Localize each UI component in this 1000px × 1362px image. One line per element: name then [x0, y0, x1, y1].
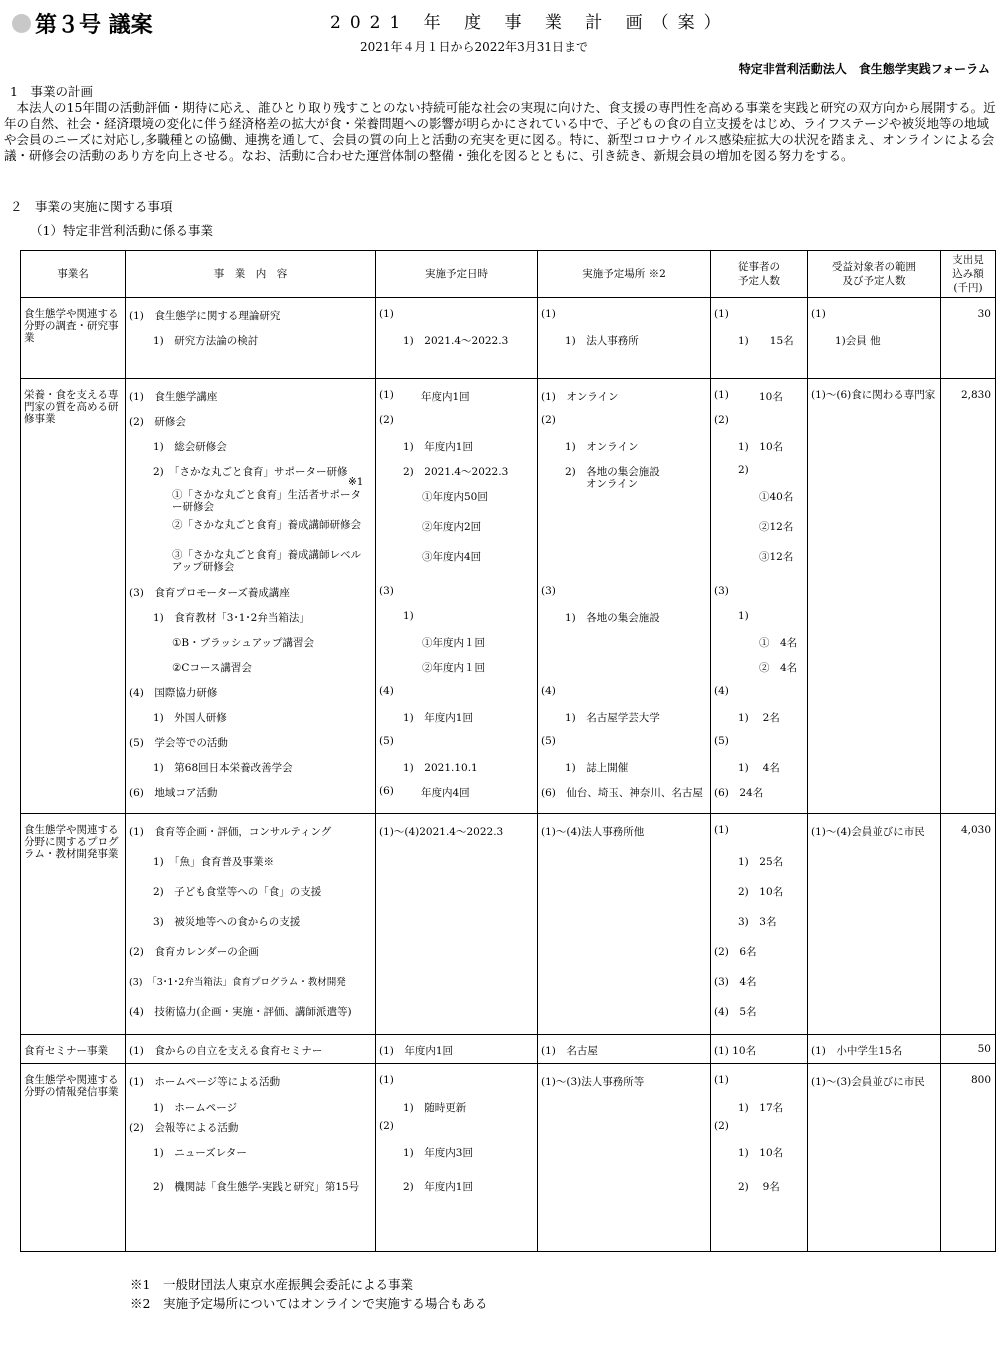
row1-target-2: 1)会員 他: [835, 335, 881, 347]
row3-staff-7: (4) 5名: [714, 1006, 757, 1018]
row5-staff-1: (1): [714, 1074, 729, 1086]
row2-date-15: (5): [379, 735, 394, 747]
row3-name: 食生態学や関連する分野に関するプログラム・教材開発事業: [24, 824, 119, 860]
row4-content: (1) 食からの自立を支える食育セミナー: [129, 1045, 323, 1057]
row3-date: (1)～(4)2021.4～2022.3: [379, 826, 504, 838]
row2-date-17: (6): [379, 785, 394, 797]
row1-content-1: (1) 食生態学に関する理論研究: [129, 310, 281, 322]
row2-date-12: ②年度内１回: [422, 662, 485, 674]
row2-staff-7: ②12名: [759, 521, 794, 533]
table-row: [21, 379, 996, 814]
row1-name: 食生態学や関連する分野の調査・研究事業: [24, 308, 119, 344]
row5-content-3: (2) 会報等による活動: [129, 1122, 239, 1134]
row2-content-2: (2) 研修会: [129, 416, 186, 428]
row2-date-16: 1) 2021.10.1: [403, 762, 478, 774]
row2-place-9: 1) 名古屋学芸大学: [565, 712, 660, 724]
row2-staff-16: 1) 4名: [738, 762, 780, 774]
row2-content-1: (1) 食生態学講座: [129, 391, 218, 403]
row2-staff-13: (4): [714, 685, 729, 697]
row3-content-1: (1) 食育等企画・評価，コンサルティング: [129, 826, 332, 838]
row5-target: (1)～(3)会員並びに市民: [811, 1076, 925, 1088]
row1-amount: 30: [977, 308, 991, 320]
header-staff: 従事者の 予定人数: [711, 251, 808, 298]
row2-place-5: オンライン: [586, 478, 639, 490]
section1-paragraph: 本法人の15年間の活動評価・期待に応え、誰ひとり取り残すことのない持続可能な社会の実現に向けた、食支援の専門性を高める事業を実践と研究の双方向から展開する。近年の自然、社会・経済環境の変化に伴う経済格差の拡大が食・栄養問題への影響が明らかにされている中で、子どもの食の自立支援をはじめ、ライフステージや被災地等の地域や会員のニーズに対応し,多職種との協働、連携を通して、会員の質の向上と活動の充実を更に図る。特に、新型コロナウイルス感染症拡大の状況を踏まえ、オンラインによる会議・研修会の活動のあり方を向上させる。なお、活動に合わせた運営体制の整備・強化を図るとともに、引き続き、新規会員の増加を図る努力をする。: [4, 100, 996, 163]
row2-staff-11: ① 4名: [759, 637, 798, 649]
row1-target-1: (1): [811, 308, 826, 320]
row2-staff-14: 1) 2名: [738, 712, 780, 724]
row2-staff-9: (3): [714, 585, 729, 597]
row2-content-14: (5) 学会等での活動: [129, 737, 228, 749]
row2-place-6: (3): [541, 585, 556, 597]
row5-staff-5: 2) 9名: [738, 1181, 780, 1193]
row2-content-11: ②Cコース講習会: [172, 662, 252, 674]
section2-heading: ２ 事業の実施に関する事項: [10, 199, 173, 214]
row5-amount: 800: [970, 1074, 991, 1086]
table-row: [21, 1064, 996, 1252]
row5-date-2: 1) 随時更新: [403, 1102, 467, 1114]
row5-date-4: 1) 年度内3回: [403, 1147, 473, 1159]
row2-amount: 2,830: [960, 389, 991, 401]
footnote-1: ※1 一般財団法人東京水産振興会委託による事業: [130, 1277, 413, 1292]
row2-content-15: 1) 第68回日本栄養改善学会: [153, 762, 293, 774]
row2-place-4: 2) 各地の集会施設: [565, 466, 660, 478]
row2-place-10: (5): [541, 735, 556, 747]
row2-staff-8: ③12名: [759, 551, 794, 563]
row2-staff-1: (1): [714, 389, 729, 401]
row3-staff-6: (3) 4名: [714, 976, 757, 988]
row2-content-16: (6) 地域コア活動: [129, 787, 218, 799]
row2-staff-17: (6) 24名: [714, 787, 764, 799]
row4-place: (1) 名古屋: [541, 1045, 598, 1057]
row3-staff-2: 1) 25名: [738, 856, 784, 868]
row2-place-3: 1) オンライン: [565, 441, 639, 453]
row2-content-9: 1) 食育教材「3･1･2弁当箱法」: [153, 612, 310, 624]
row5-staff-2: 1) 17名: [738, 1102, 784, 1114]
row2-place-7: 1) 各地の集会施設: [565, 612, 660, 624]
row5-staff-3: (2): [714, 1120, 729, 1132]
row3-content-4: 3) 被災地等への食からの支援: [153, 916, 301, 928]
row2-content-4: 2) 「さかな丸ごと食育」サポーター研修: [153, 466, 348, 478]
row2-date-14: 1) 年度内1回: [403, 712, 473, 724]
row2-date-4: 1) 年度内1回: [403, 441, 473, 453]
row5-place: (1)～(3)法人事務所等: [541, 1076, 645, 1088]
row5-content-1: (1) ホームページ等による活動: [129, 1076, 281, 1088]
row2-staff-5: 2): [738, 464, 749, 476]
row2-target: (1)～(6)食に関わる専門家: [811, 389, 936, 401]
table-row: [21, 1035, 996, 1064]
row2-content-6: ②「さかな丸ごと食育」養成講師研修会: [172, 519, 361, 531]
row5-staff-4: 1) 10名: [738, 1147, 784, 1159]
row3-staff-1: (1): [714, 824, 729, 836]
organization-name: 特定非営利活動法人 食生態学実践フォーラム: [738, 62, 990, 76]
row1-content-2: 1) 研究方法論の検討: [153, 335, 259, 347]
row3-place: (1)～(4)法人事務所他: [541, 826, 645, 838]
row3-content-7: (4) 技術協力(企画・実施・評価、講師派遣等): [129, 1006, 352, 1018]
document-title: 2021 年 度 事 業 計 画（案）: [330, 13, 730, 33]
business-plan-table: [20, 250, 996, 1252]
header-amount: 支出見 込み額 (千円): [941, 251, 996, 298]
header-target: 受益対象者の範囲 及び予定人数: [808, 251, 941, 298]
row2-date-2: 年度内1回: [421, 391, 470, 403]
row5-date-3: (2): [379, 1120, 394, 1132]
header-name: 事業名: [21, 251, 126, 298]
row4-amount: 50: [977, 1043, 991, 1055]
table-row: [21, 298, 996, 379]
row2-content-5: ①「さかな丸ごと食育」生活者サポーター研修会: [172, 489, 361, 513]
plan-period: 2021年４月１日から2022年3月31日まで: [360, 40, 588, 54]
row2-place-2: (2): [541, 414, 556, 426]
row5-content-2: 1) ホームページ: [153, 1102, 238, 1114]
row2-staff-12: ② 4名: [759, 662, 798, 674]
row2-date-10: 1): [403, 610, 414, 622]
row2-date-7: ②年度内2回: [422, 521, 482, 533]
row2-date-18: 年度内4回: [421, 787, 470, 799]
header-place: 実施予定場所 ※2: [538, 251, 711, 298]
row4-name: 食育セミナー事業: [24, 1045, 108, 1057]
row2-content-10: ①B・ブラッシュアップ講習会: [172, 637, 314, 649]
row3-amount: 4,030: [960, 824, 991, 836]
row5-name: 食生態学や関連する分野の情報発信事業: [24, 1074, 119, 1098]
row3-content-6: (3) 「3･1･2弁当箱法」食育プログラム・教材開発: [129, 977, 346, 988]
row2-place-11: 1) 誌上開催: [565, 762, 629, 774]
row1-date-2: 1) 2021.4～2022.3: [403, 335, 509, 347]
row3-content-5: (2) 食育カレンダーの企画: [129, 946, 259, 958]
row2-staff-10: 1): [738, 610, 749, 622]
row2-content-3: 1) 総会研修会: [153, 441, 227, 453]
section2-subheading: （1）特定非営利活動に係る事業: [30, 223, 213, 238]
row2-date-5: 2) 2021.4～2022.3: [403, 466, 509, 478]
header-date: 実施予定日時: [376, 251, 538, 298]
row3-content-2: 1) 「魚」食育普及事業※: [153, 856, 275, 868]
row3-target: (1)～(4)会員並びに市民: [811, 826, 925, 838]
row2-staff-4: 1) 10名: [738, 441, 784, 453]
row2-name: 栄養・食を支える専門家の質を高める研修事業: [24, 389, 119, 425]
row2-date-9: (3): [379, 585, 394, 597]
section1-heading: 1 事業の計画: [10, 84, 93, 99]
agenda-badge: 第３号 議案: [12, 8, 153, 39]
row2-date-13: (4): [379, 685, 394, 697]
row2-content-note: ※1: [348, 476, 364, 488]
row3-staff-5: (2) 6名: [714, 946, 757, 958]
row1-date-1: (1): [379, 308, 394, 320]
row3-staff-3: 2) 10名: [738, 886, 784, 898]
row3-staff-4: 3) 3名: [738, 916, 777, 928]
row2-date-6: ①年度内50回: [422, 491, 488, 503]
circle-mark-icon: [12, 14, 31, 33]
row5-date-1: (1): [379, 1074, 394, 1086]
row1-staff-1: (1): [714, 308, 729, 320]
row2-date-3: (2): [379, 414, 394, 426]
row2-content-13: 1) 外国人研修: [153, 712, 227, 724]
row2-staff-3: (2): [714, 414, 729, 426]
row1-place-2: 1) 法人事務所: [565, 335, 639, 347]
row2-staff-6: ①40名: [759, 491, 794, 503]
row4-staff: (1) 10名: [714, 1045, 757, 1057]
row5-content-4: 1) ニューズレター: [153, 1147, 247, 1159]
row1-place-1: (1): [541, 308, 556, 320]
row4-date: (1) 年度内1回: [379, 1045, 454, 1057]
row1-staff-2: 1) 15名: [738, 335, 794, 347]
row2-content-7: ③「さかな丸ごと食育」養成講師レベルアップ研修会: [172, 549, 361, 573]
row2-date-8: ③年度内4回: [422, 551, 482, 563]
row2-date-11: ①年度内１回: [422, 637, 485, 649]
row2-place-1: (1) オンライン: [541, 391, 619, 403]
row4-target: (1) 小中学生15名: [811, 1045, 903, 1057]
row5-date-5: 2) 年度内1回: [403, 1181, 473, 1193]
table-row: [21, 814, 996, 1035]
table-header-row: [21, 251, 996, 298]
row3-content-3: 2) 子ども食堂等への「食」の支援: [153, 886, 322, 898]
row2-place-12: (6) 仙台、埼玉、神奈川、名古屋: [541, 787, 703, 799]
row5-content-5: 2) 機関誌「食生態学-実践と研究」第15号: [153, 1181, 360, 1193]
row2-staff-15: (5): [714, 735, 729, 747]
row2-content-12: (4) 国際協力研修: [129, 687, 218, 699]
row2-place-8: (4): [541, 685, 556, 697]
row2-content-8: (3) 食育プロモーターズ養成講座: [129, 587, 290, 599]
row2-staff-2: 10名: [759, 391, 783, 403]
row2-date-1: (1): [379, 389, 394, 401]
footnote-2: ※2 実施予定場所についてはオンラインで実施する場合もある: [130, 1296, 488, 1311]
header-content: 事 業 内 容: [126, 251, 376, 298]
